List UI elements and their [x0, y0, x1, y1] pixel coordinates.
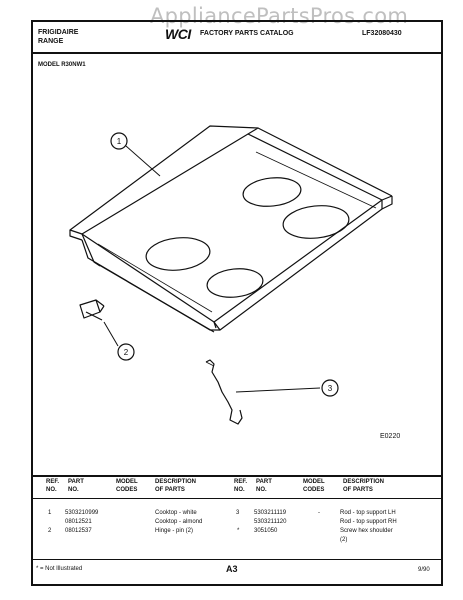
catalog-title: FACTORY PARTS CATALOG: [200, 30, 294, 37]
left-header-ref: REF.: [46, 479, 60, 485]
right-header-part-no: NO.: [256, 487, 267, 493]
right-header-model: MODEL: [303, 479, 325, 485]
table-cell-part: 3051050: [254, 528, 278, 534]
watermark: AppliancePartsPros.com: [150, 4, 409, 28]
table-cell-description: (2): [340, 537, 348, 543]
table-cell-ref: 3: [236, 510, 240, 516]
table-cell-part: 08012521: [65, 519, 92, 525]
callout-1: 1: [116, 137, 122, 146]
right-header-codes: CODES: [303, 487, 325, 493]
table-header-rule: [33, 498, 441, 499]
table-cell-description: Cooktop - white: [155, 510, 197, 516]
exploded-parts-diagram: [33, 70, 441, 470]
not-illustrated-note: * = Not Illustrated: [36, 566, 83, 572]
callout-3: 3: [327, 384, 333, 393]
table-cell-part: 5303211120: [254, 519, 287, 525]
left-header-model: MODEL: [116, 479, 138, 485]
header-rule: [33, 52, 441, 54]
left-header-part-no: NO.: [68, 487, 79, 493]
callout-2: 2: [123, 348, 129, 357]
right-header-ref-no: NO.: [234, 487, 245, 493]
table-cell-description: Hinge - pin (2): [155, 528, 194, 534]
right-header-of-parts: OF PARTS: [343, 487, 373, 493]
wci-logo: WCI: [165, 26, 191, 42]
left-header-part: PART: [68, 479, 84, 485]
table-cell-description: Rod - top support LH: [340, 510, 396, 516]
table-cell-model: -: [318, 510, 320, 516]
left-header-ref-no: NO.: [46, 487, 57, 493]
footer-rule: [33, 559, 441, 560]
right-header-part: PART: [256, 479, 272, 485]
model-label: MODEL R30NW1: [38, 62, 86, 68]
revision-date: 9/90: [418, 567, 430, 573]
left-header-description: DESCRIPTION: [155, 479, 197, 485]
cooktop-illustration: [70, 126, 392, 332]
table-cell-description: Rod - top support RH: [340, 519, 397, 525]
left-header-codes: CODES: [116, 487, 138, 493]
table-cell-ref: *: [237, 528, 240, 534]
table-cell-part: 5303211119: [254, 510, 287, 516]
table-cell-description: Cooktop - almond: [155, 519, 203, 525]
page-number: A3: [226, 564, 238, 574]
table-cell-ref: 1: [48, 510, 52, 516]
table-top-rule: [33, 475, 441, 477]
hinge-pin-illustration: [80, 300, 104, 320]
right-header-description: DESCRIPTION: [343, 479, 385, 485]
figure-code: E0220: [380, 433, 401, 440]
table-cell-part: 5303210999: [65, 510, 99, 516]
catalog-number: LF32080430: [362, 30, 402, 37]
table-cell-description: Screw hex shoulder: [340, 528, 393, 534]
product-type: RANGE: [38, 38, 64, 45]
brand-name: FRIGIDAIRE: [38, 29, 79, 36]
table-cell-part: 08012537: [65, 528, 92, 534]
burner-openings: [145, 175, 351, 300]
left-header-of-parts: OF PARTS: [155, 487, 185, 493]
table-cell-ref: 2: [48, 528, 52, 534]
right-header-ref: REF.: [234, 479, 248, 485]
